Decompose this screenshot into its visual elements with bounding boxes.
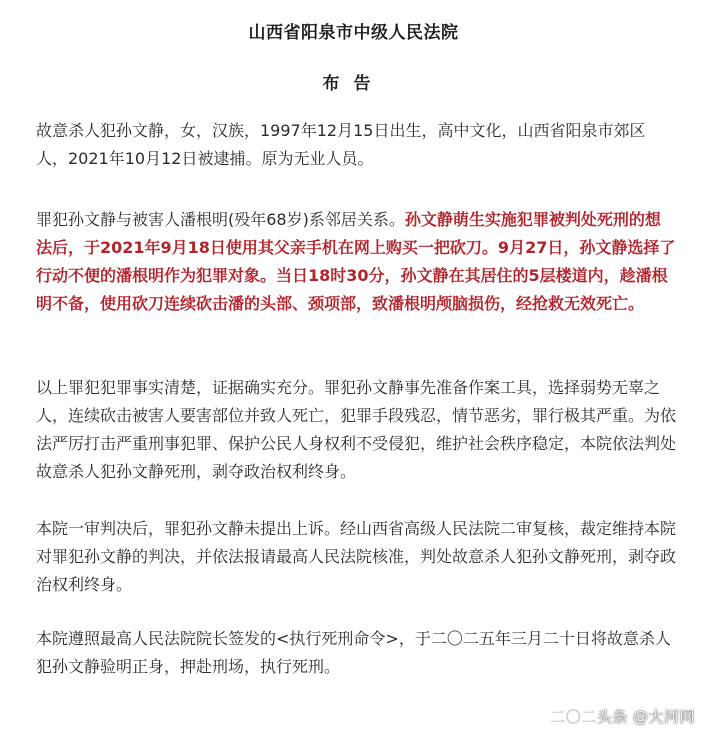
paragraph-execution: 本院遵照最高人民法院院长签发的<执行死刑命令>，于二〇二五年三月二十日将故意杀人犯孙文静验明正身，押赴刑场，执行死刑。 [36, 629, 671, 676]
watermark-text: 头条 @大河网 [596, 708, 695, 726]
crime-facts-highlight: 孙文静萌生实施犯罪被判处死刑的想法后，于2021年9月18日使用其父亲手机在网上购买一把砍刀。9月27日，孙文静选择了行动不便的潘根明作为犯罪对象。当日18时30分，孙文静在其居住的5层楼道内，趁潘根明不备，使用砍刀连续砍击潘的头部、颈项部，致潘根明颅脑损伤，经抢救无效死亡。 [36, 210, 676, 313]
paragraph-defendant-info: 故意杀人犯孙文静，女，汉族，1997年12月15日出生，高中文化，山西省阳泉市郊区人，2021年10月12日被逮捕。原为无业人员。 [36, 121, 646, 168]
paragraph-crime-facts [36, 206, 676, 318]
watermark [550, 706, 695, 727]
crime-facts-plain: 罪犯孙文静与被害人潘根明(殁年68岁)系邻居关系。 [36, 210, 405, 229]
paragraph-appeal-review: 本院一审判决后，罪犯孙文静未提出上诉。经山西省高级人民法院二审复核，裁定维持本院对罪犯孙文静的判决，并依法报请最高人民法院核准，判处故意杀人犯孙文静死刑，剥夺政治权利终身。 [36, 519, 677, 594]
notice-title: 布告 [322, 74, 385, 94]
watermark-prefix: 二〇二 [550, 708, 597, 726]
paragraph-verdict: 以上罪犯犯罪事实清楚，证据确实充分。罪犯孙文静事先准备作案工具，选择弱势无辜之人，连续砍击被害人要害部位并致人死亡，犯罪手段残忍，情节恶劣，罪行极其严重。为依法严厉打击严重刑事犯罪、保护公民人身权利不受侵犯，维护社会秩序稳定，本院依法判处故意杀人犯孙文静死刑，剥夺政治权利终身。 [36, 378, 677, 481]
court-name: 山西省阳泉市中级人民法院 [248, 23, 459, 43]
